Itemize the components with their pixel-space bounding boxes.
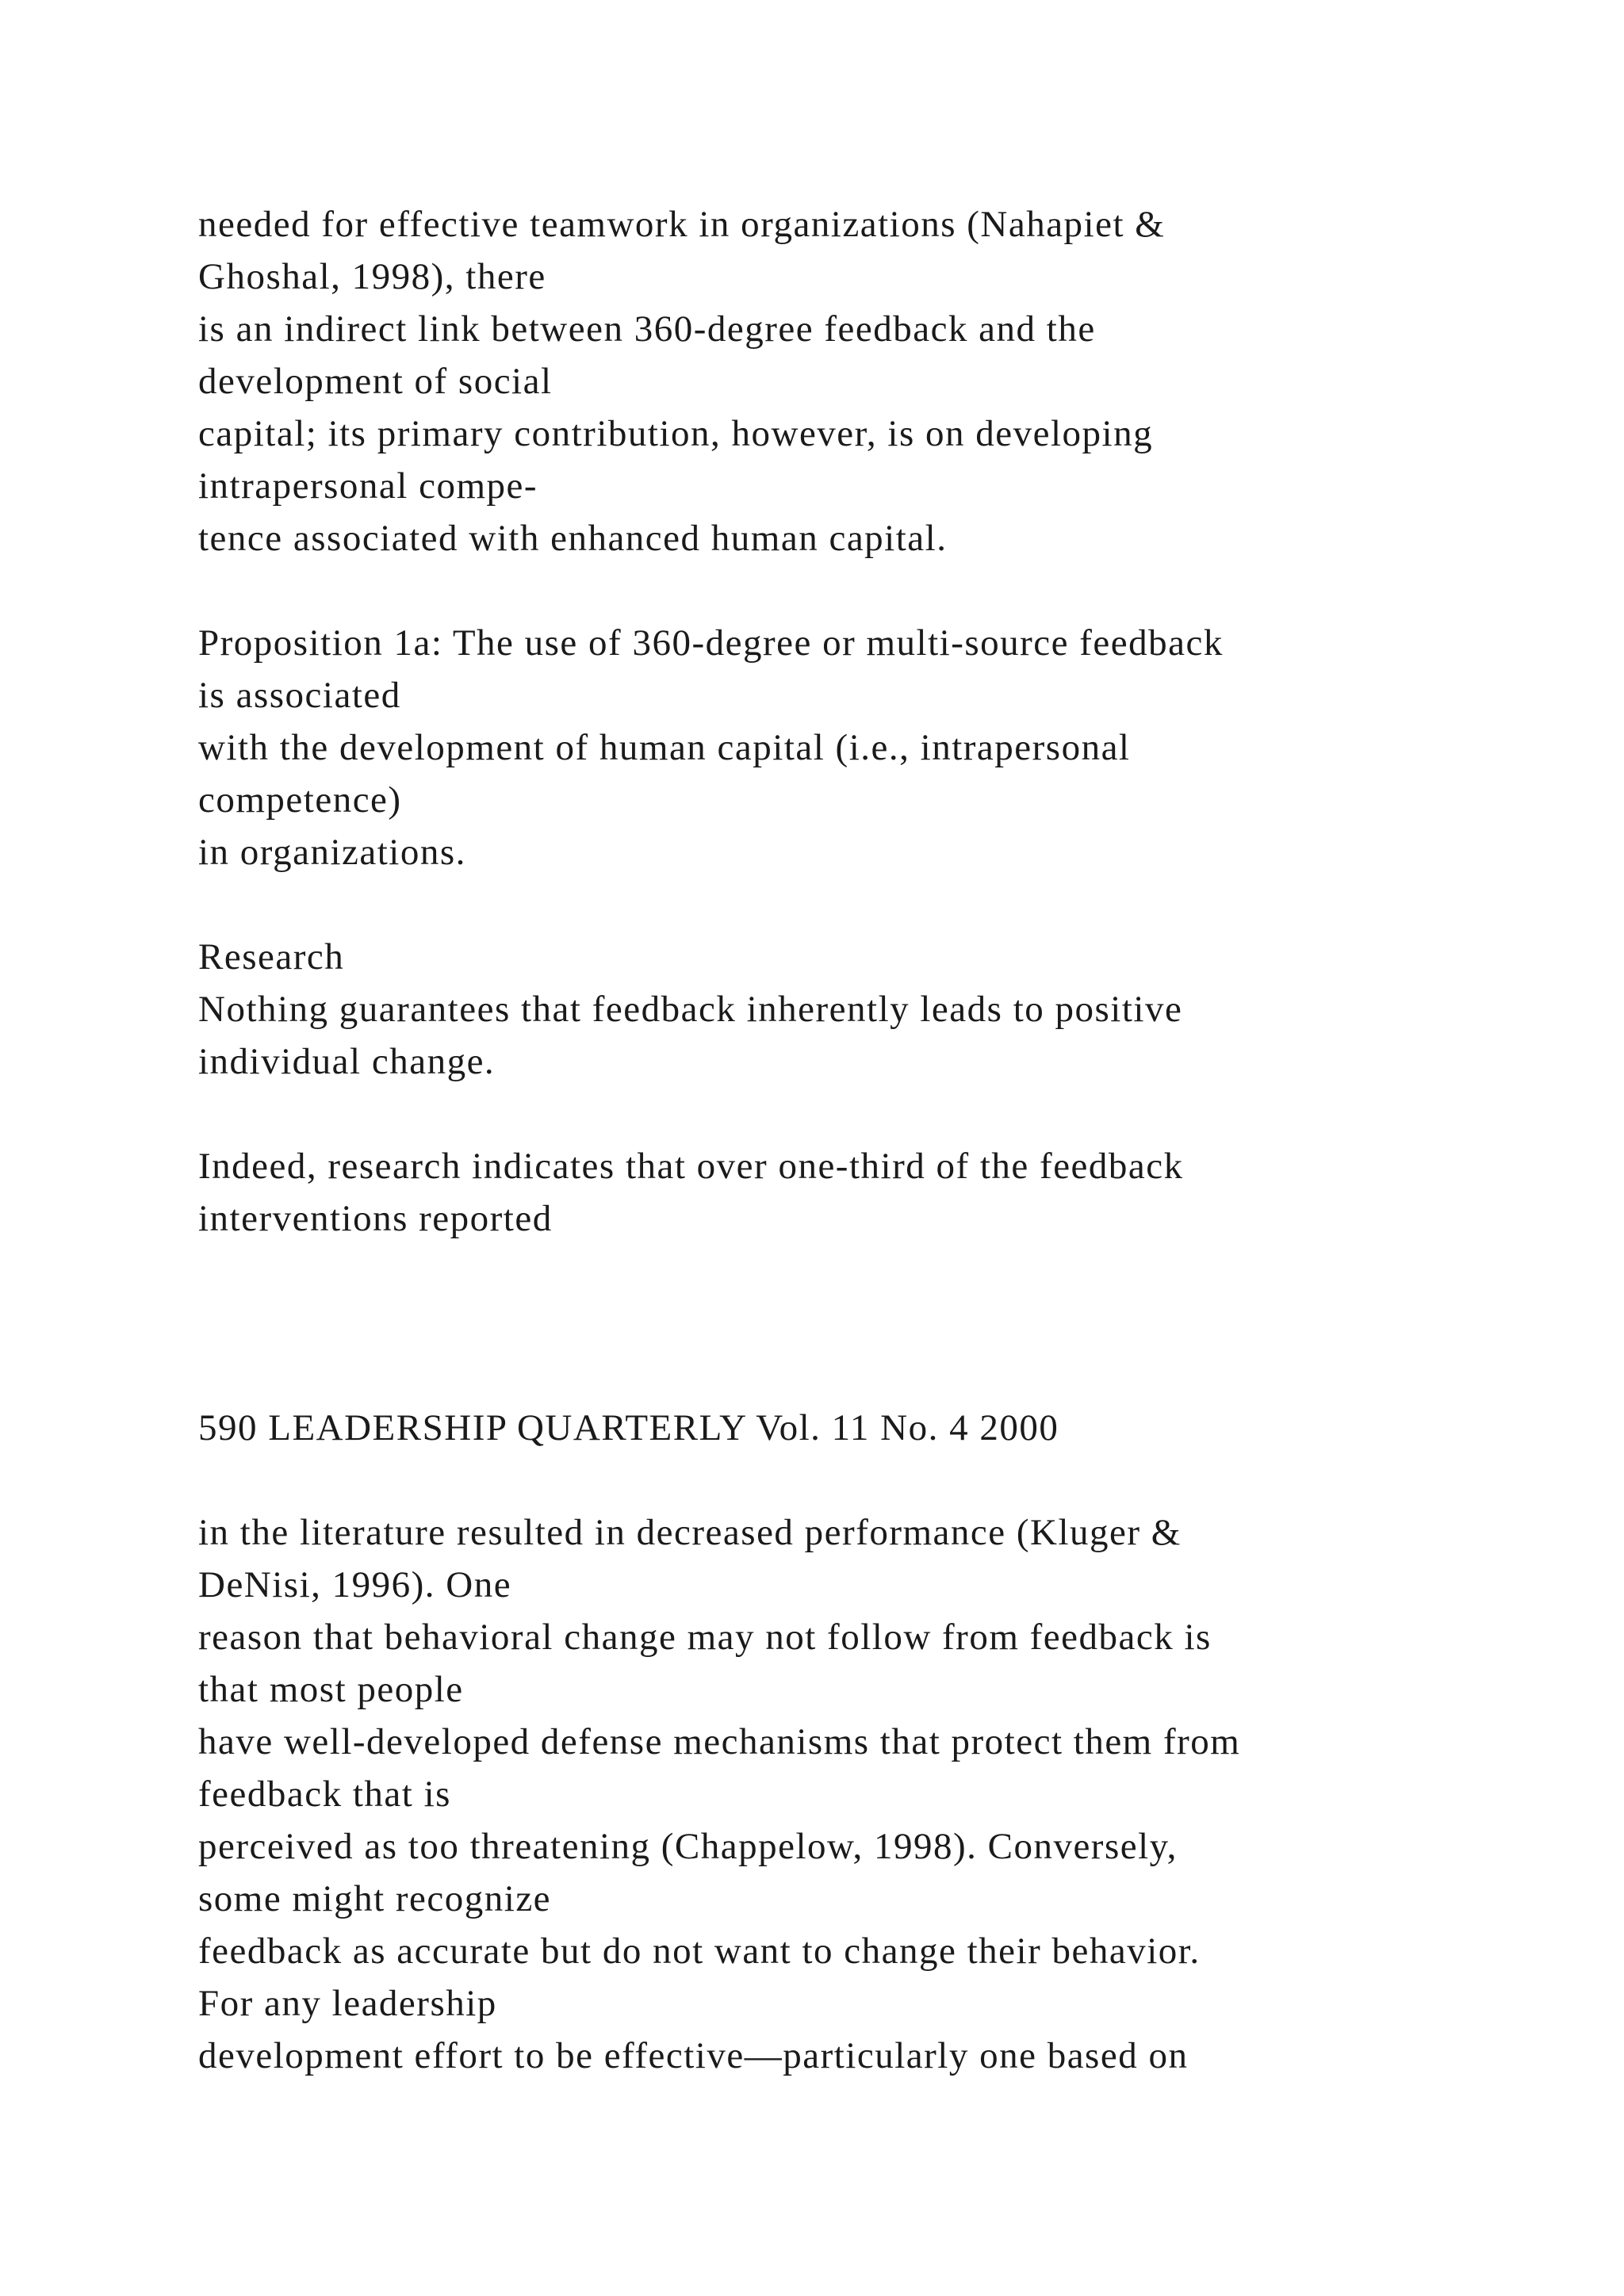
paragraph-spacer (198, 878, 1586, 931)
text-line: Indeed, research indicates that over one-third of the feedback (198, 1146, 1184, 1187)
text-line: in organizations. (198, 832, 466, 873)
document-page (198, 198, 1586, 2082)
text-line: have well-developed defense mechanisms that protect them from (198, 1721, 1241, 1762)
paragraph-spacer (198, 1088, 1586, 1140)
paragraph-interventions (198, 1140, 1586, 1245)
text-line: is associated (198, 675, 401, 716)
text-line: some might recognize (198, 1878, 552, 1919)
text-line: with the development of human capital (i.e., intrapersonal (198, 727, 1131, 768)
research-section (198, 931, 1586, 1088)
text-line: competence) (198, 779, 402, 821)
text-line: individual change. (198, 1041, 496, 1082)
paragraph-social-capital (198, 198, 1586, 564)
proposition-1a (198, 617, 1586, 878)
text-line: development effort to be effective—particularly one based on (198, 2035, 1189, 2076)
text-line: Ghoshal, 1998), there (198, 256, 546, 297)
text-line: Proposition 1a: The use of 360-degree or multi-source feedback (198, 622, 1224, 664)
text-line: that most people (198, 1669, 464, 1710)
running-header: 590 LEADERSHIP QUARTERLY Vol. 11 No. 4 2000 (198, 1407, 1059, 1448)
text-line: intrapersonal compe- (198, 465, 538, 507)
section-heading: Research (198, 936, 345, 978)
text-line: interventions reported (198, 1198, 553, 1239)
text-line: For any leadership (198, 1983, 497, 2024)
paragraph-spacer (198, 1454, 1586, 1506)
text-line: perceived as too threatening (Chappelow, 1998). Conversely, (198, 1826, 1178, 1867)
text-line: Nothing guarantees that feedback inherently leads to positive (198, 989, 1183, 1030)
text-line: needed for effective teamwork in organizations (Nahapiet & (198, 204, 1166, 245)
text-line: capital; its primary contribution, however, is on developing (198, 413, 1154, 454)
text-line: reason that behavioral change may not follow from feedback is (198, 1617, 1212, 1658)
text-line: DeNisi, 1996). One (198, 1564, 512, 1605)
paragraph-defense-mechanisms (198, 1506, 1586, 2082)
text-line: development of social (198, 361, 553, 402)
text-line: in the literature resulted in decreased performance (Kluger & (198, 1512, 1182, 1553)
text-line: tence associated with enhanced human capital. (198, 518, 948, 559)
paragraph-spacer (198, 564, 1586, 617)
text-line: feedback as accurate but do not want to change their behavior. (198, 1931, 1201, 1972)
page-break-spacer (198, 1245, 1586, 1402)
text-line: feedback that is (198, 1774, 451, 1815)
text-line: is an indirect link between 360-degree feedback and the (198, 308, 1096, 350)
